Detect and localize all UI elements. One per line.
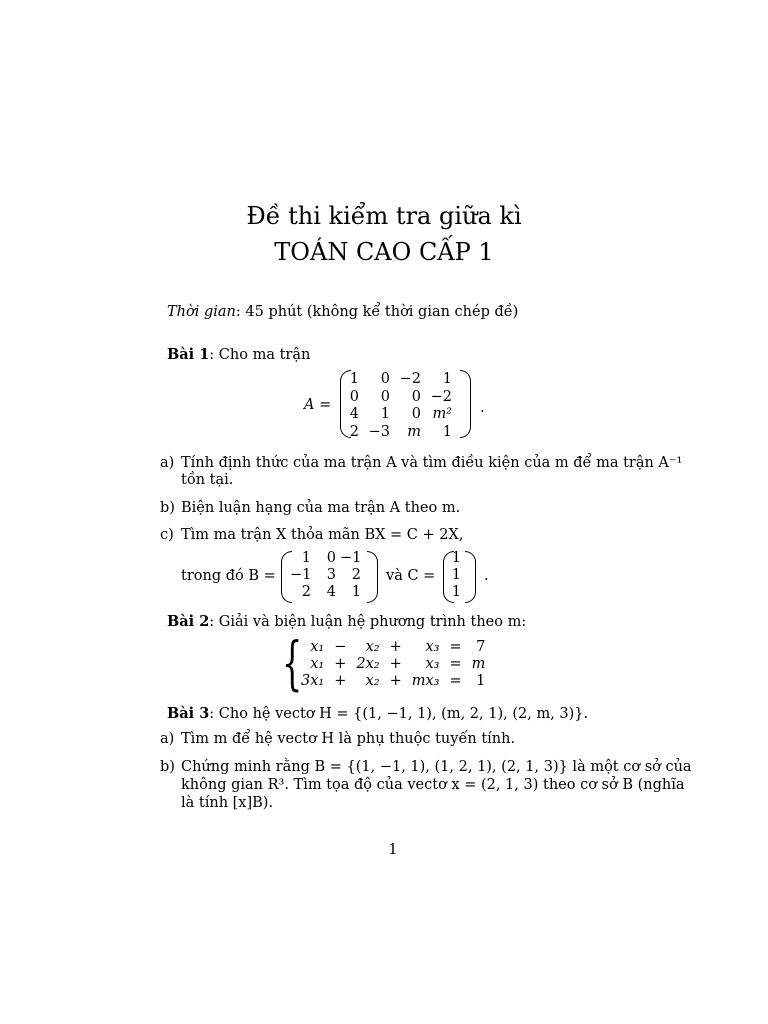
time-value: : 45 phút (không kể thời gian chép đề) [235, 304, 519, 320]
equation-token: x₁ [310, 638, 325, 655]
bai3-b-line2: không gian R³. Tìm tọa độ của vectơ x = (2, 1, 3) theo cơ sở B (nghĩa [181, 777, 685, 793]
matrix-cell: −1 [290, 567, 312, 583]
matrix-cell: −2 [430, 388, 452, 405]
matrix-c-right-paren [465, 551, 476, 603]
bai1-c-va: và C = [386, 568, 436, 584]
bai1-c-trongdo: trong đó B = [181, 568, 276, 584]
equation-system [296, 638, 490, 689]
matrix-cell: 0 [380, 371, 390, 387]
bai2-heading [167, 613, 526, 630]
matrix-cell: 1 [451, 567, 461, 583]
bai3-a-line1: Tìm m để hệ vectơ H là phụ thuộc tuyến tính. [181, 731, 516, 747]
matrix-cell: −1 [340, 550, 362, 566]
equation-row [296, 672, 490, 689]
equation-token: + [389, 672, 402, 689]
bai2-intro: : Giải và biện luận hệ phương trình theo m: [209, 614, 527, 630]
equation-row [296, 638, 490, 655]
matrix-cell: 1 [301, 550, 311, 566]
matrix-cell: 3 [326, 567, 336, 583]
bai3-b-marker: b) [160, 759, 175, 775]
bai3-intro: : Cho hệ vectơ H = {(1, −1, 1), (m, 2, 1), (2, m, 3)}. [209, 706, 589, 722]
matrix-cell: 1 [442, 423, 452, 440]
bai1-b-line1: Biện luận hạng của ma trận A theo m. [181, 500, 461, 516]
bai1-a-line1: Tính định thức của ma trận A và tìm điều kiện của m để ma trận A⁻¹ [181, 455, 683, 471]
equation-token: mx₃ [411, 672, 440, 689]
bai3-label: Bài 3 [167, 705, 210, 722]
page-number: 1 [388, 842, 398, 858]
bai1-a-line2: tồn tại. [181, 472, 234, 488]
bai1-b-marker: b) [160, 500, 175, 516]
bai3-b-line1: Chứng minh rằng B = {(1, −1, 1), (1, 2, 1), (2, 1, 3)} là một cơ sở của [181, 759, 692, 775]
matrix-cell: 2 [301, 584, 311, 600]
matrix-cell: 1 [380, 406, 390, 422]
equation-row [296, 655, 490, 672]
bai3-a-marker: a) [160, 731, 175, 747]
bai1-c-marker: c) [160, 527, 174, 543]
matrix-cell: −3 [368, 423, 390, 440]
matrix-cell: 0 [326, 550, 336, 566]
matrix-cell: 1 [451, 550, 461, 566]
bai2-label: Bài 2 [167, 613, 210, 630]
equation-token: x₃ [425, 655, 440, 672]
equation-token: = [449, 672, 462, 689]
equation-token: x₃ [425, 638, 440, 655]
matrix-cell: −2 [399, 371, 421, 387]
equation-token: 3x₁ [301, 672, 325, 689]
equation-token: 7 [476, 638, 486, 655]
bai1-heading [167, 346, 310, 363]
equation-token: + [334, 672, 347, 689]
matrix-cell: 0 [380, 388, 390, 405]
equation-token: x₁ [310, 655, 325, 672]
bai1-c-end: . [484, 568, 489, 584]
page-title: Đề thi kiểm tra giữa kì [246, 202, 522, 230]
bai1-label: Bài 1 [167, 346, 210, 363]
matrix-cell: 1 [351, 584, 361, 600]
equation-token: 2x₂ [356, 655, 380, 672]
matrix-cell: 1 [349, 371, 359, 387]
matrix-cell: 2 [349, 423, 359, 440]
matrix-a-name: A = [304, 397, 332, 413]
equation-token: + [334, 655, 347, 672]
time-label: Thời gian [167, 304, 236, 320]
matrix-a-end: . [480, 400, 485, 416]
equation-token: + [389, 638, 402, 655]
matrix-cell: 1 [442, 371, 452, 387]
bai1-intro: : Cho ma trận [209, 347, 311, 363]
equation-token: m [471, 655, 486, 672]
equation-token: − [334, 638, 347, 655]
equation-token: 1 [476, 672, 486, 689]
time-line [167, 304, 518, 320]
equation-token: x₂ [365, 672, 380, 689]
bai3-b-line3: là tính [x]B). [181, 795, 274, 811]
bai1-c-line1: Tìm ma trận X thỏa mãn BX = C + 2X, [181, 527, 464, 543]
matrix-cell: 0 [411, 388, 421, 405]
bai1-a-marker: a) [160, 455, 175, 471]
equation-token: = [449, 638, 462, 655]
equation-token: + [389, 655, 402, 672]
matrix-cell: m [407, 423, 421, 440]
matrix-cell: 0 [411, 406, 421, 422]
matrix-cell: m² [432, 406, 452, 422]
page-subtitle: TOÁN CAO CẤP 1 [274, 238, 494, 266]
matrix-a-right-paren [460, 370, 471, 438]
matrix-cell: 4 [349, 406, 359, 422]
matrix-cell: 2 [351, 567, 361, 583]
matrix-cell: 1 [451, 584, 461, 600]
bai3-heading [167, 705, 588, 722]
equation-token: = [449, 655, 462, 672]
equation-token: x₂ [365, 638, 380, 655]
system-brace: { [282, 629, 303, 697]
matrix-cell: 4 [326, 584, 336, 600]
matrix-b-right-paren [367, 551, 378, 603]
matrix-cell: 0 [349, 388, 359, 405]
